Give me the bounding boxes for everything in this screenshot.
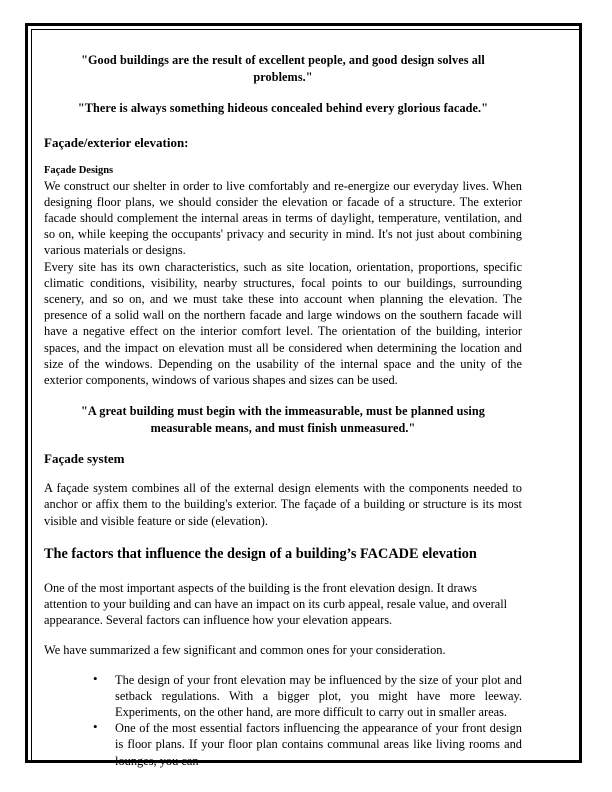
- factors-bullet-list: [44, 672, 522, 769]
- pull-quote-three: "A great building must begin with the immeasurable, must be planned using measurable means, and must finish unmeasured.": [81, 404, 485, 435]
- paragraph-facade-designs-1: We construct our shelter in order to live comfortably and re-energize our everyday lives. When designing floor plans, we should consider the elevation or facade of a structure. The exterior facade should complement the internal areas in terms of daylight, temperature, ventilation, and so on, while keeping the occupants' privacy and security in mind. It's not just about combining various materials or designs.: [44, 178, 522, 258]
- pull-quote-two: "There is always something hideous concealed behind every glorious facade.": [77, 101, 489, 115]
- paragraph-facade-system-1: A façade system combines all of the external design elements with the components needed to anchor or affix them to the building's exterior. The façade of a building or structure is its most visible and visible feature or side (elevation).: [44, 481, 522, 528]
- heading-facade-designs: Façade Designs: [44, 164, 114, 176]
- pull-quote-one: "Good buildings are the result of excellent people, and good design solves all problems.": [81, 53, 485, 84]
- heading-facade-exterior-elevation: Façade/exterior elevation:: [44, 134, 189, 150]
- paragraph-factors-2: We have summarized a few significant and common ones for your consideration.: [44, 643, 446, 658]
- list-item: • The design of your front elevation may be influenced by the size of your plot and setback regulations. With a bigger plot, you might have more leeway. Experiments, on the other hand, are more difficult to carry out in smaller areas.: [93, 672, 522, 721]
- spacer: [44, 529, 522, 545]
- spacer: [44, 388, 522, 403]
- list-item: • One of the most essential factors influencing the appearance of your front design is floor plans. If your floor plan contains communal areas like living rooms and lounges, you can: [93, 720, 522, 769]
- heading-factors-facade-elevation: The factors that influence the design of a building’s FACADE elevation: [44, 545, 477, 562]
- paragraph-factors-1: One of the most important aspects of the building is the front elevation design. It draws attention to your building and can have an impact on its curb appeal, resale value, and overall appearance. Several factors can influence how your elevation appears.: [44, 580, 508, 628]
- document-content: [44, 52, 522, 768]
- heading-facade-system: Façade system: [44, 451, 125, 467]
- spacer: [44, 659, 522, 672]
- paragraph-facade-designs-2: Every site has its own characteristics, such as site location, orientation, proportions, specific climatic conditions, visibility, nearby structures, focal points to our buildings, surrounding scenery, and so on, and we must take these into account when planning the elevation. The presence of a solid wall on the northern facade and large windows on the southern facade will have a negative effect on the interior comfort level. The orientation of the building, interior spaces, and the impact on elevation must all be considered when determining the location and size of the windows. Depending on the usability of the internal space and the unity of the exterior components, windows of various shapes and sizes can be used.: [44, 259, 522, 387]
